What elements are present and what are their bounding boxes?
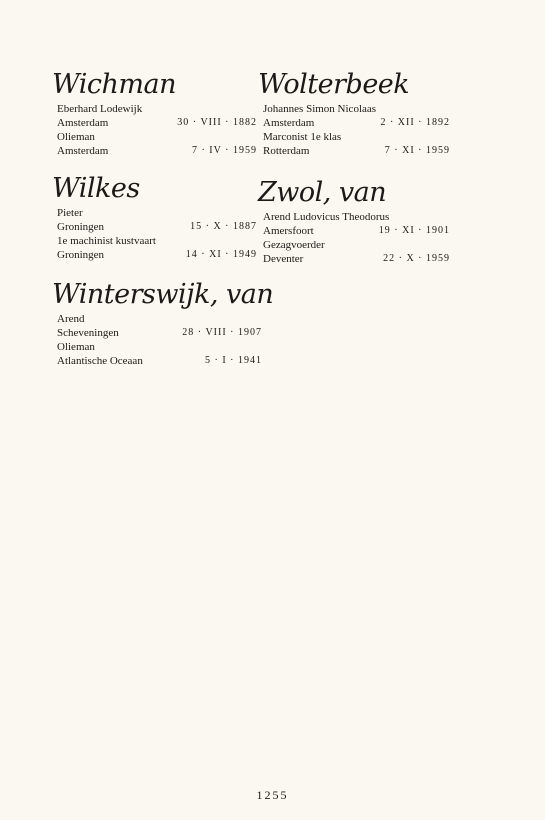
page-number: 1255: [256, 788, 289, 802]
given-names: [258, 210, 450, 224]
death-date: 5 · I · 1941: [205, 355, 262, 366]
death-date: 7 · IV · 1959: [191, 145, 257, 156]
given-names-text: Arend Ludovicus Theodorus: [263, 211, 390, 223]
birth-date: 30 · VIII · 1882: [177, 117, 257, 128]
surname: Zwol, van: [258, 177, 387, 208]
entry-wichman: [52, 68, 257, 158]
entry-wilkes: [52, 172, 257, 262]
entry-line: [258, 252, 450, 266]
entry-zwol: [258, 176, 450, 266]
death-place: Amsterdam: [57, 145, 109, 157]
occupation: 1e machinist kustvaart: [57, 235, 156, 247]
entry-line: [52, 220, 257, 234]
entry-line: [52, 130, 257, 144]
entry-line: [52, 116, 257, 130]
birth-date: 2 · XII · 1892: [380, 117, 450, 128]
death-place: Groningen: [57, 249, 105, 261]
entry-line: [258, 116, 450, 130]
surname: Wichman: [52, 69, 177, 100]
entry-winterswijk: [52, 278, 274, 368]
birth-place: Amsterdam: [263, 117, 315, 129]
entry-line: [52, 248, 257, 262]
given-names-text: Arend: [57, 313, 85, 325]
entry-line: [52, 234, 257, 248]
birth-date: 28 · VIII · 1907: [182, 327, 262, 338]
given-names: [258, 102, 450, 116]
death-date: 14 · XI · 1949: [185, 249, 257, 260]
birth-place: Amsterdam: [57, 117, 109, 129]
birth-date: 15 · X · 1887: [190, 221, 257, 232]
birth-place: Groningen: [57, 221, 105, 233]
entry-line: [258, 238, 450, 252]
death-date: 22 · X · 1959: [383, 253, 450, 264]
surname: Winterswijk, van: [52, 279, 274, 310]
death-date: 7 · XI · 1959: [384, 145, 450, 156]
birth-place: Amersfoort: [263, 225, 314, 237]
death-place: Atlantische Oceaan: [57, 355, 143, 367]
occupation: Gezagvoerder: [263, 239, 325, 251]
occupation: Marconist 1e klas: [263, 131, 342, 143]
surname: Wolterbeek: [258, 69, 410, 100]
given-names: [52, 206, 257, 220]
entry-line: [258, 130, 450, 144]
surname: Wilkes: [52, 173, 140, 204]
entry-line: [258, 144, 450, 158]
birth-date: 19 · XI · 1901: [378, 225, 450, 236]
occupation: Olieman: [57, 131, 95, 143]
entry-line: [52, 144, 257, 158]
entry-line: [52, 354, 262, 368]
birth-place: Scheveningen: [57, 327, 119, 339]
given-names: [52, 102, 257, 116]
death-place: Rotterdam: [263, 145, 310, 157]
given-names-text: Eberhard Lodewijk: [57, 103, 143, 115]
entry-line: [52, 340, 262, 354]
death-place: Deventer: [263, 253, 304, 265]
entry-line: [258, 224, 450, 238]
given-names: [52, 312, 262, 326]
given-names-text: Pieter: [57, 207, 83, 219]
entry-wolterbeek: [258, 68, 450, 158]
entry-line: [52, 326, 262, 340]
occupation: Olieman: [57, 341, 95, 353]
given-names-text: Johannes Simon Nicolaas: [263, 103, 377, 115]
